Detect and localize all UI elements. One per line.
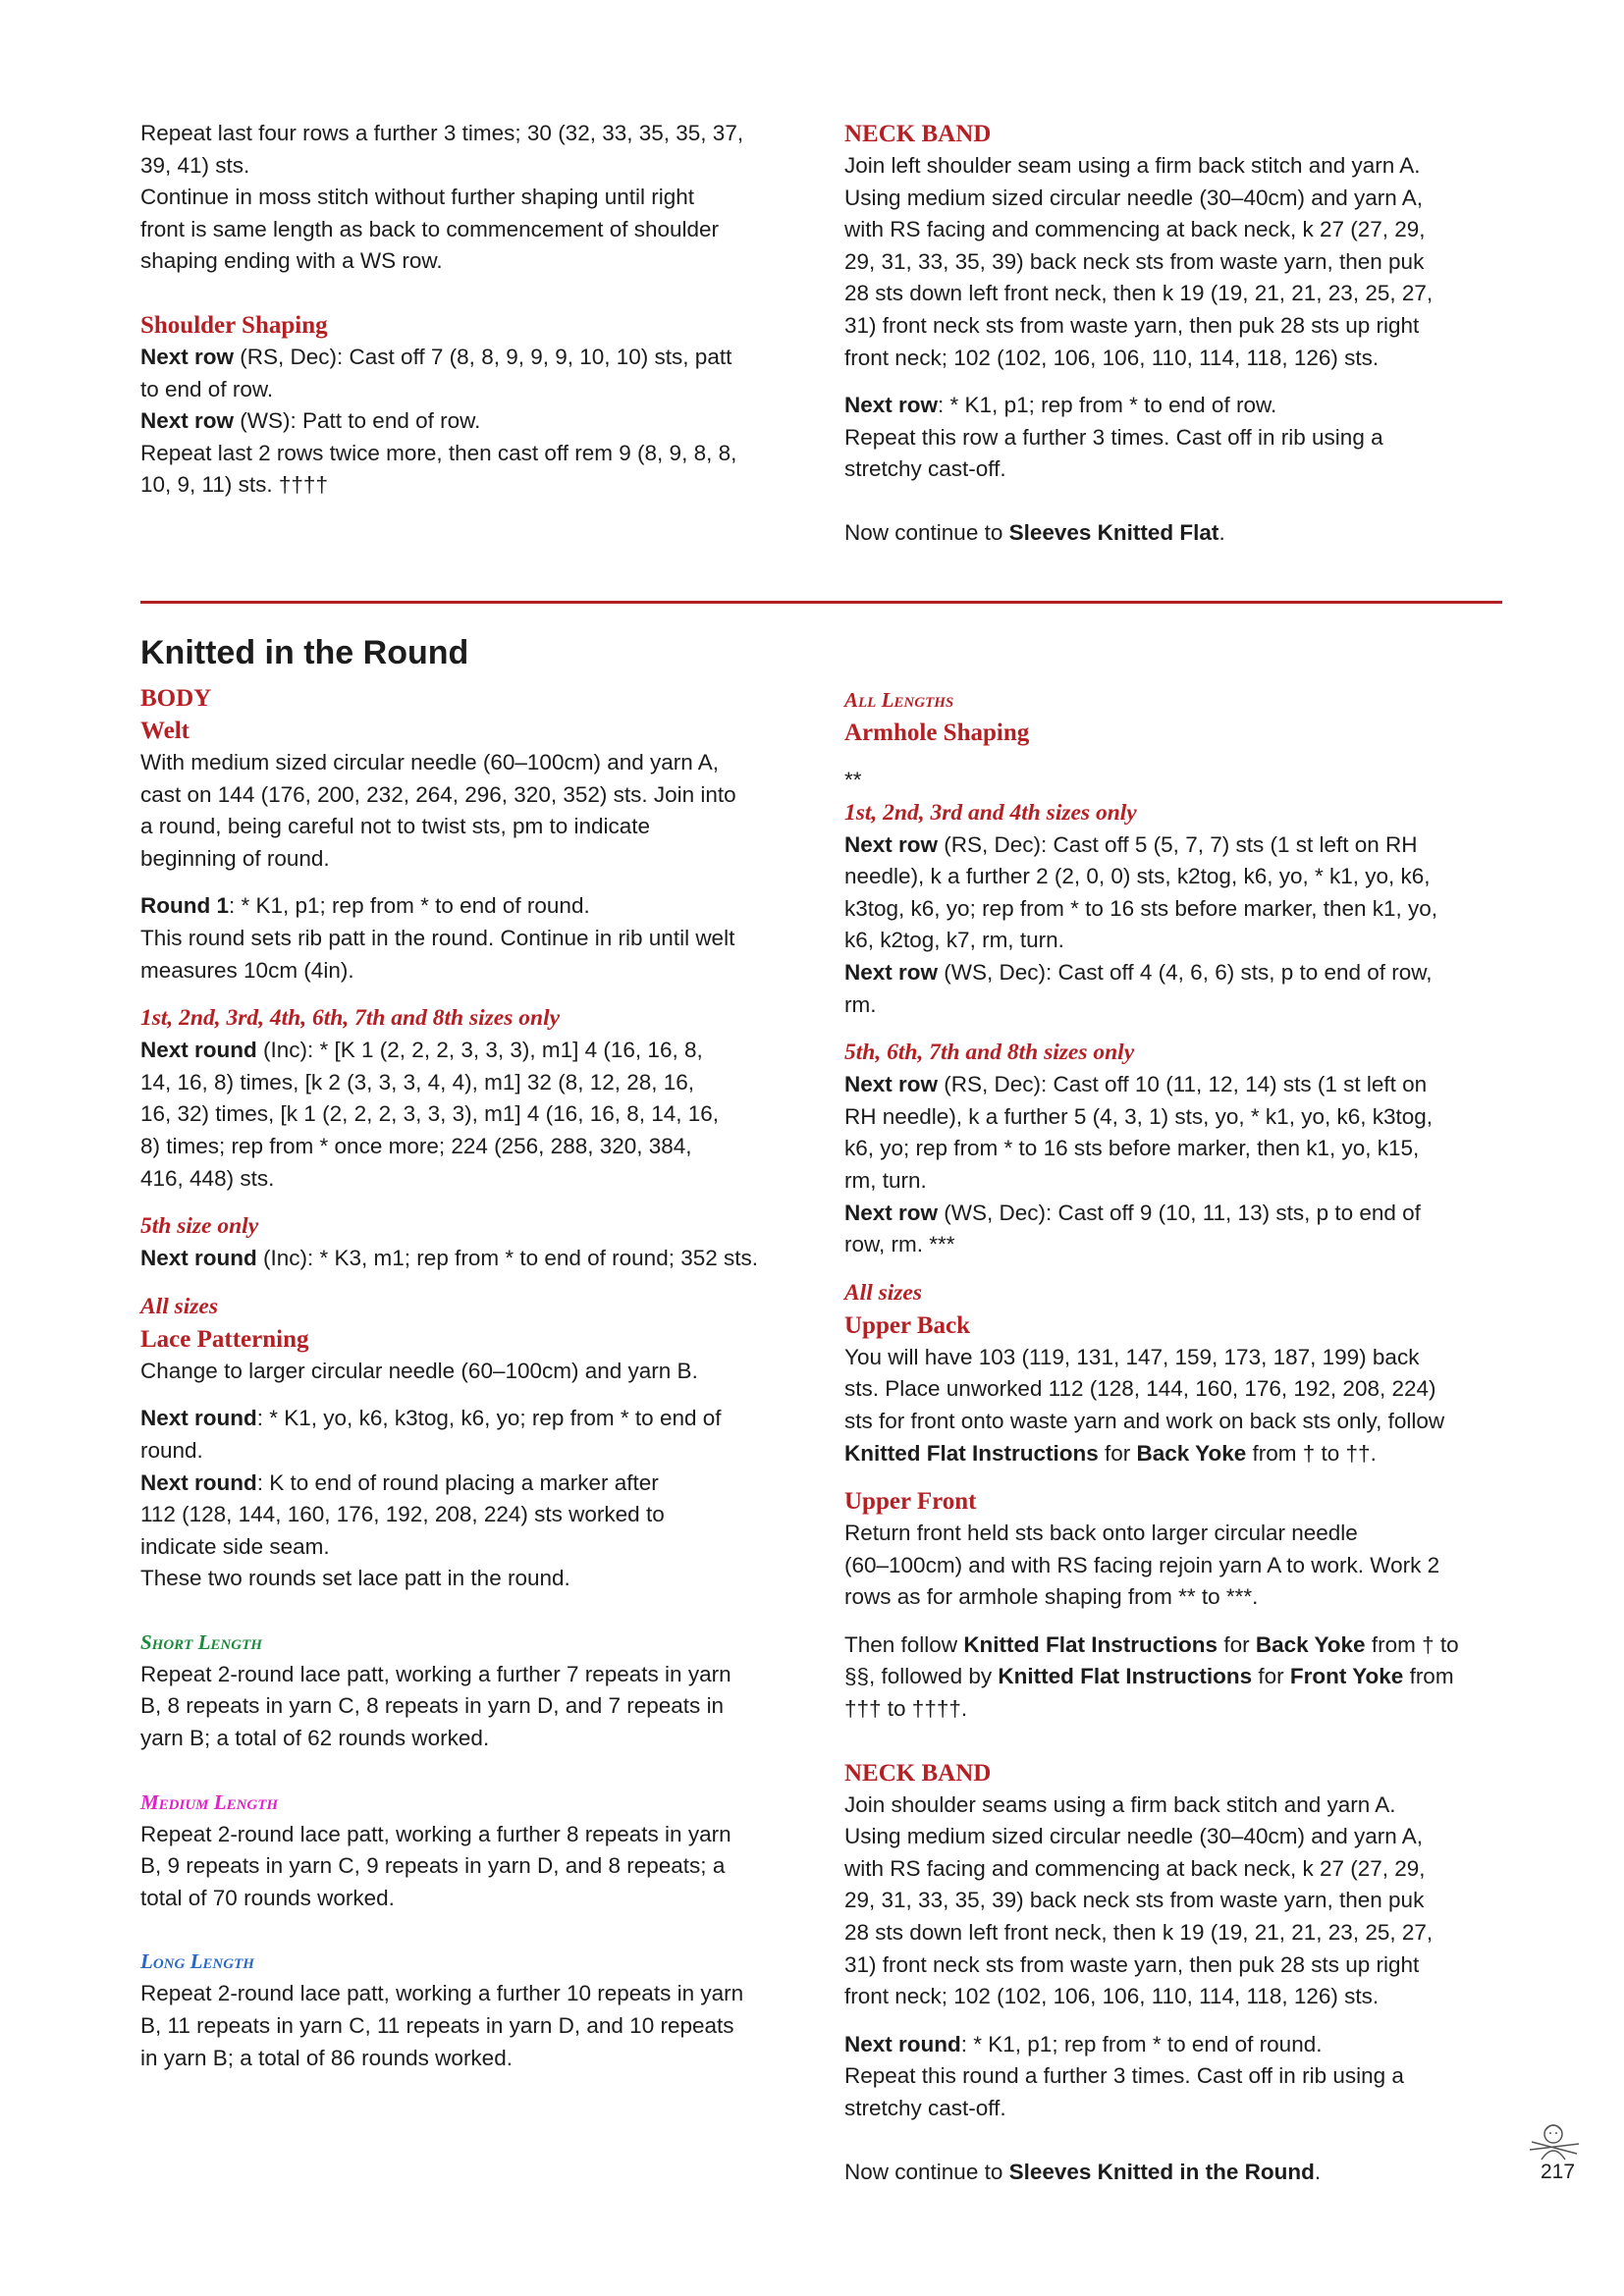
text-line: Using medium sized circular needle (30–40cm) and yarn A,: [844, 185, 1424, 210]
instruction-label: Next row: [844, 831, 939, 857]
text-line: sts for front onto waste yarn and work on back sts only, follow: [844, 1408, 1445, 1433]
instruction-text: (Inc): * K3, m1; rep from * to end of round; 352 sts.: [256, 1246, 759, 1271]
instruction-label: Next round: [140, 1469, 257, 1495]
text-line: Change to larger circular needle (60–100cm) and yarn B.: [140, 1358, 698, 1383]
cross-reference: Back Yoke: [1136, 1440, 1247, 1466]
text-line: 31) front neck sts from waste yarn, then puk 28 sts up right: [844, 1951, 1420, 1977]
text-line: needle), k a further 2 (2, 0, 0) sts, k2tog, k6, yo, * k1, yo, k6,: [844, 864, 1431, 889]
instruction-label: Next row: [140, 344, 235, 369]
short-length-heading: Short Length: [140, 1629, 262, 1654]
continue-end: .: [1218, 519, 1225, 545]
instruction-text: for: [1098, 1440, 1137, 1466]
instruction-text: : K to end of round placing a marker after: [256, 1469, 659, 1495]
instruction-text: Then follow: [844, 1631, 964, 1657]
text-line: to end of row.: [140, 376, 274, 401]
text-line: cast on 144 (176, 200, 232, 264, 296, 320, 352) sts. Join into: [140, 781, 736, 807]
text-line: with RS facing and commencing at back neck, k 27 (27, 29,: [844, 1855, 1426, 1881]
sizes-heading: 1st, 2nd, 3rd and 4th sizes only: [844, 799, 1137, 826]
text-line: 416, 448) sts.: [140, 1165, 275, 1191]
upper-front-heading: Upper Front: [844, 1488, 977, 1516]
text-line: Repeat last 2 rows twice more, then cast off rem 9 (8, 9, 8, 8,: [140, 440, 737, 465]
text-line: Using medium sized circular needle (30–40cm) and yarn A,: [844, 1824, 1424, 1849]
instruction-text: (RS, Dec): Cast off 5 (5, 7, 7) sts (1 st left on RH: [938, 831, 1418, 857]
text-line: RH needle), k a further 5 (4, 3, 1) sts, yo, * k1, yo, k6, k3tog,: [844, 1103, 1434, 1129]
instruction-text: (Inc): * [K 1 (2, 2, 2, 3, 3, 3), m1] 4 (16, 16, 8,: [256, 1038, 703, 1063]
all-sizes-heading: All sizes: [140, 1293, 219, 1319]
instruction-text: for: [1218, 1631, 1256, 1657]
text-line: 29, 31, 33, 35, 39) back neck sts from waste yarn, then puk: [844, 1888, 1425, 1913]
text-line: Repeat 2-round lace patt, working a further 10 repeats in yarn: [140, 1981, 744, 2006]
medium-length-heading: Medium Length: [140, 1789, 279, 1814]
text-line: row, rm. ***: [844, 1232, 955, 1257]
neck-band-heading: NECK BAND: [844, 1759, 992, 1787]
section-title: Knitted in the Round: [140, 634, 469, 671]
instruction-line: [140, 890, 798, 923]
text-line: yarn B; a total of 62 rounds worked.: [140, 1726, 490, 1751]
text-line: Return front held sts back onto larger circular needle: [844, 1521, 1358, 1546]
instruction-text: : * K1, p1; rep from * to end of round.: [229, 893, 590, 919]
instruction-text: from † to ††.: [1246, 1440, 1377, 1466]
text-line: 14, 16, 8) times, [k 2 (3, 3, 3, 4, 4), m1] 32 (8, 12, 28, 16,: [140, 1069, 695, 1095]
text-line: Repeat 2-round lace patt, working a further 7 repeats in yarn: [140, 1661, 731, 1686]
instruction-line: [844, 1661, 1502, 1693]
instruction-line: [844, 1069, 1502, 1101]
text-line: rm.: [844, 991, 877, 1017]
text-line: 29, 31, 33, 35, 39) back neck sts from waste yarn, then puk: [844, 248, 1425, 274]
text-line: B, 8 repeats in yarn C, 8 repeats in yarn D, and 7 repeats in: [140, 1693, 725, 1719]
text-line: This round sets rib patt in the round. Continue in rib until welt: [140, 925, 735, 950]
instruction-text: for: [1252, 1664, 1290, 1689]
text-line: 28 sts down left front neck, then k 19 (19, 21, 21, 23, 25, 27,: [844, 281, 1434, 306]
text-line: a round, being careful not to twist sts, pm to indicate: [140, 814, 651, 839]
instruction-label: Next row: [844, 393, 939, 418]
text-line: B, 9 repeats in yarn C, 9 repeats in yarn D, and 8 repeats; a: [140, 1853, 726, 1879]
text-line: Repeat 2-round lace patt, working a further 8 repeats in yarn: [140, 1821, 731, 1846]
text-line: beginning of round.: [140, 845, 330, 871]
instruction-text: §§, followed by: [844, 1664, 999, 1689]
text-line: sts. Place unworked 112 (128, 144, 160, 176, 192, 208, 224): [844, 1376, 1436, 1402]
instruction-line: [844, 2029, 1502, 2061]
instruction-line: [844, 1438, 1502, 1470]
upper-back-heading: Upper Back: [844, 1311, 971, 1339]
instruction-label: Next round: [844, 2031, 961, 2056]
page-number: 217: [1541, 2161, 1576, 2183]
bottom-right-column: [844, 684, 1502, 2188]
text-line: These two rounds set lace patt in the round.: [140, 1566, 570, 1591]
section-divider: [140, 601, 1502, 604]
continue-target: Sleeves Knitted in the Round: [1008, 2159, 1315, 2184]
instruction-text: (WS, Dec): Cast off 4 (4, 6, 6) sts, p to end of row,: [938, 959, 1433, 985]
text-line: front neck; 102 (102, 106, 106, 110, 114, 118, 126) sts.: [844, 1984, 1380, 2009]
sizes-heading: 1st, 2nd, 3rd, 4th, 6th, 7th and 8th sizes only: [140, 1005, 561, 1032]
text-line: 16, 32) times, [k 1 (2, 2, 2, 3, 3, 3), m1] 4 (16, 16, 8, 14, 16,: [140, 1101, 720, 1127]
text-line: 10, 9, 11) sts. ††††: [140, 472, 328, 498]
instruction-text: : * K1, p1; rep from * to end of round.: [960, 2031, 1323, 2056]
cross-reference: Knitted Flat Instructions: [844, 1440, 1099, 1466]
instruction-line: [844, 829, 1502, 862]
text-line: total of 70 rounds worked.: [140, 1885, 395, 1910]
text-line: shaping ending with a WS row.: [140, 248, 443, 274]
text-line: Join left shoulder seam using a firm back stitch and yarn A.: [844, 153, 1421, 178]
text-line: with RS facing and commencing at back neck, k 27 (27, 29,: [844, 217, 1426, 242]
neck-band-heading: NECK BAND: [844, 121, 992, 147]
instruction-line: [140, 1403, 798, 1435]
text-line: rm, turn.: [844, 1167, 927, 1193]
text-line: 8) times; rep from * once more; 224 (256, 288, 320, 384,: [140, 1133, 692, 1158]
welt-heading: Welt: [140, 718, 189, 744]
instruction-text: from: [1403, 1664, 1454, 1689]
lace-patterning-heading: Lace Patterning: [140, 1325, 309, 1353]
armhole-shaping-heading: Armhole Shaping: [844, 720, 1030, 746]
instruction-line: [844, 957, 1502, 989]
text-line: Join shoulder seams using a firm back stitch and yarn A.: [844, 1791, 1396, 1817]
text-line: front is same length as back to commencement of shoulder: [140, 216, 720, 241]
continue-target: Sleeves Knitted Flat: [1008, 519, 1219, 545]
cross-reference: Back Yoke: [1255, 1631, 1366, 1657]
instruction-label: Next round: [140, 1406, 257, 1431]
text-line: Repeat this row a further 3 times. Cast off in rib using a: [844, 424, 1383, 450]
text-line: stretchy cast-off.: [844, 456, 1006, 482]
cross-reference: Knitted Flat Instructions: [963, 1631, 1218, 1657]
instruction-label: Next row: [844, 1200, 939, 1225]
instruction-label: Next row: [140, 408, 235, 434]
cross-reference: Knitted Flat Instructions: [998, 1664, 1253, 1689]
text-line: in yarn B; a total of 86 rounds worked.: [140, 2045, 513, 2070]
instruction-line: [844, 390, 1502, 422]
text-line: (60–100cm) and with RS facing rejoin yarn A to work. Work 2: [844, 1552, 1440, 1577]
long-length-heading: Long Length: [140, 1949, 254, 1974]
text-line: 31) front neck sts from waste yarn, then puk 28 sts up right: [844, 312, 1420, 338]
text-line: round.: [140, 1437, 203, 1463]
instruction-label: Next round: [140, 1246, 257, 1271]
instruction-text: from † to: [1365, 1631, 1459, 1657]
instruction-line: [140, 1243, 798, 1275]
instruction-label: Next row: [844, 1072, 939, 1097]
continue-text: Now continue to: [844, 519, 1009, 545]
text-line: indicate side seam.: [140, 1533, 330, 1559]
cross-reference: Front Yoke: [1289, 1664, 1404, 1689]
instruction-text: (RS, Dec): Cast off 10 (11, 12, 14) sts (1 st left on: [938, 1072, 1428, 1097]
text-line: Repeat last four rows a further 3 times; 30 (32, 33, 35, 35, 37,: [140, 121, 744, 145]
text-line: Repeat this round a further 3 times. Cast off in rib using a: [844, 2063, 1404, 2089]
text-line: measures 10cm (4in).: [140, 957, 354, 983]
instruction-label: Next round: [140, 1038, 257, 1063]
top-left-column: [140, 118, 798, 502]
text-line: 28 sts down left front neck, then k 19 (19, 21, 21, 23, 25, 27,: [844, 1920, 1434, 1946]
bottom-left-column: [140, 682, 798, 2074]
instruction-line: [140, 405, 798, 438]
instruction-line: [140, 1035, 798, 1067]
instruction-text: : * K1, p1; rep from * to end of row.: [938, 393, 1277, 418]
instruction-text: (WS): Patt to end of row.: [234, 408, 481, 434]
instruction-text: : * K1, yo, k6, k3tog, k6, yo; rep from * to end of: [256, 1406, 722, 1431]
continue-line: [844, 517, 1502, 550]
instruction-line: [844, 1198, 1502, 1230]
top-right-column: [844, 118, 1502, 550]
text-line: With medium sized circular needle (60–100cm) and yarn A,: [140, 750, 720, 774]
instruction-label: Next row: [844, 959, 939, 985]
shoulder-shaping-heading: Shoulder Shaping: [140, 311, 328, 339]
continue-end: .: [1314, 2159, 1322, 2184]
continue-text: Now continue to: [844, 2159, 1009, 2184]
text-line: k6, yo; rep from * to 16 sts before marker, then k1, yo, k15,: [844, 1136, 1420, 1161]
instruction-text: (RS, Dec): Cast off 7 (8, 8, 9, 9, 9, 10, 10) sts, patt: [234, 344, 732, 369]
sizes-heading: 5th, 6th, 7th and 8th sizes only: [844, 1040, 1135, 1066]
text-line: k3tog, k6, yo; rep from * to 16 sts before marker, then k1, yo,: [844, 895, 1438, 921]
instruction-label: Round 1: [140, 893, 229, 919]
text-line: B, 11 repeats in yarn C, 11 repeats in yarn D, and 10 repeats: [140, 2013, 734, 2039]
text-line: stretchy cast-off.: [844, 2096, 1006, 2120]
continue-line: [844, 2157, 1502, 2189]
instruction-line: [140, 1468, 798, 1500]
text-line: k6, k2tog, k7, rm, turn.: [844, 928, 1064, 953]
body-heading: BODY: [140, 685, 212, 712]
all-lengths-heading: All Lengths: [844, 688, 954, 712]
text-line: ††† to ††††.: [844, 1696, 968, 1722]
instruction-line: [844, 1629, 1502, 1662]
sizes-heading: 5th size only: [140, 1213, 259, 1240]
all-sizes-heading: All sizes: [844, 1279, 923, 1306]
text-line: Continue in moss stitch without further shaping until right: [140, 185, 695, 210]
text-line: 112 (128, 144, 160, 176, 192, 208, 224) sts worked to: [140, 1502, 665, 1527]
text-line: 39, 41) sts.: [140, 152, 250, 178]
instruction-line: [140, 342, 798, 374]
marker-stars: **: [844, 768, 862, 792]
text-line: rows as for armhole shaping from ** to ***.: [844, 1584, 1259, 1610]
text-line: You will have 103 (119, 131, 147, 159, 173, 187, 199) back: [844, 1344, 1420, 1369]
text-line: front neck; 102 (102, 106, 106, 110, 114, 118, 126) sts.: [844, 345, 1380, 370]
instruction-text: (WS, Dec): Cast off 9 (10, 11, 13) sts, p to end of: [938, 1200, 1421, 1225]
